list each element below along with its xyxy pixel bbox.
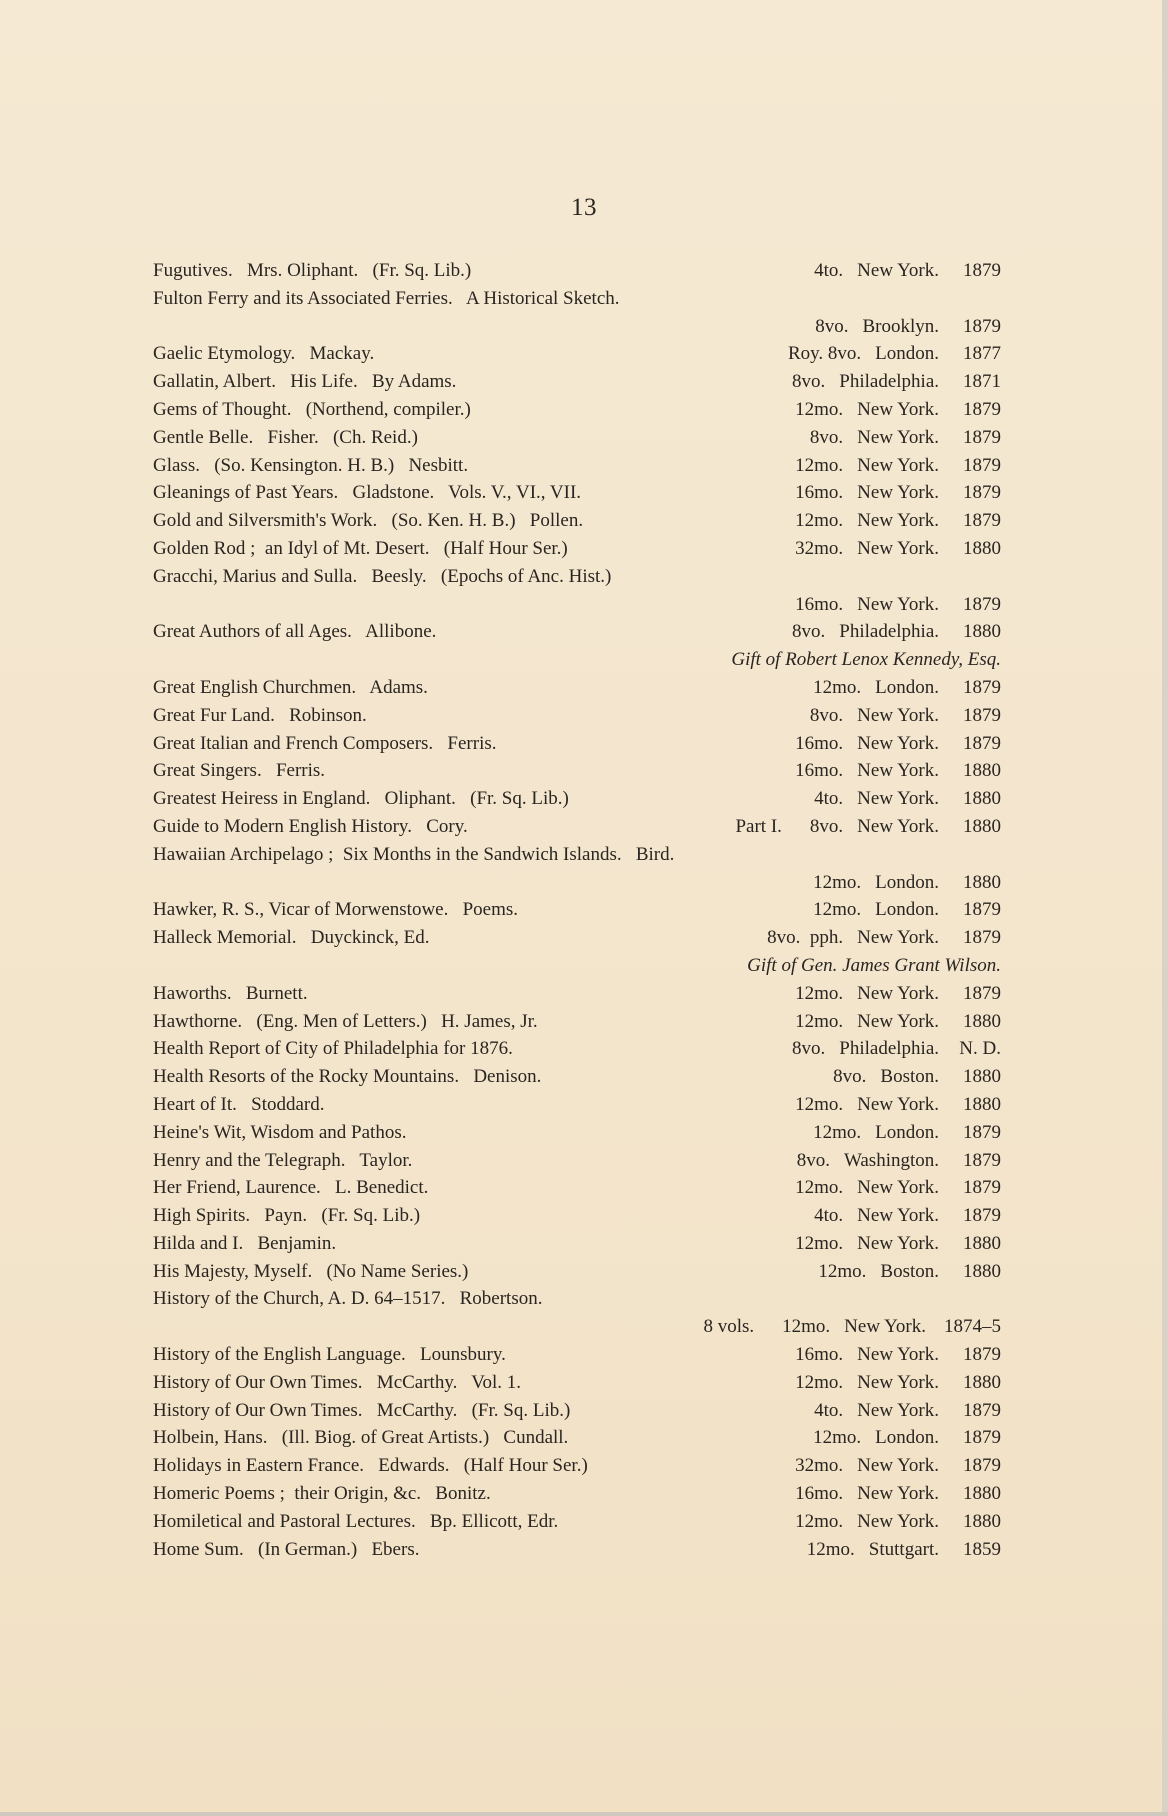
entry-year: 1880 [963, 1260, 1001, 1282]
entry-format: 12mo. [818, 1260, 867, 1282]
page-bottom-edge [0, 1812, 1168, 1816]
catalog-entry [153, 1035, 1001, 1063]
entry-format: Roy. 8vo. [787, 343, 862, 365]
catalog-entry [153, 1119, 1001, 1147]
entry-format: 12mo. [795, 1510, 844, 1532]
entry-title: Golden Rod ; an Idyl of Mt. Desert. (Half Hour Ser.) [153, 537, 568, 559]
entry-format: 12mo. [813, 899, 862, 921]
entry-place: London. [875, 676, 939, 698]
entry-year: 1880 [963, 760, 1001, 782]
entry-year: 1879 [963, 676, 1001, 698]
catalog-entry [153, 924, 1001, 952]
entry-format: 12mo. [795, 1371, 844, 1393]
entry-place: New York. [857, 1093, 939, 1115]
entry-format: 8vo. [792, 1038, 826, 1060]
entry-place: London. [875, 343, 939, 365]
entry-format: 16mo. [795, 1483, 844, 1505]
entry-title: Health Resorts of the Rocky Mountains. Denison. [153, 1066, 542, 1088]
entry-format: 4to. [814, 1205, 844, 1227]
publication-info [781, 1091, 1001, 1119]
entry-title: Gems of Thought. (Northend, compiler.) [153, 398, 471, 420]
entry-place: Brooklyn. [862, 315, 939, 337]
catalog-entry [153, 535, 1001, 563]
catalog-entry [153, 1424, 1001, 1452]
catalog-entry [153, 896, 1001, 924]
entry-format: 4to. [814, 1399, 844, 1421]
entry-title: Great Italian and French Composers. Ferris. [153, 732, 497, 754]
entry-format: 16mo. [795, 760, 844, 782]
entry-title: Heart of It. Stoddard. [153, 1093, 325, 1115]
entry-place: New York. [857, 927, 939, 949]
entry-title: History of Our Own Times. McCarthy. (Fr. Sq. Lib.) [153, 1399, 571, 1421]
publication-info [781, 396, 1001, 424]
entry-year: 1871 [963, 371, 1001, 393]
entry-format: 12mo. [813, 1427, 862, 1449]
page-number: 13 [571, 194, 597, 221]
gift-text: Gift of Robert Lenox Kennedy, Esq. [731, 649, 1001, 671]
entry-title: Holbein, Hans. (Ill. Biog. of Great Artists.) Cundall. [153, 1427, 569, 1449]
publication-info [799, 896, 1001, 924]
entry-format: 8vo. pph. [767, 927, 844, 949]
publication-info [781, 452, 1001, 480]
entry-place: New York. [857, 482, 939, 504]
publication-info [753, 924, 1001, 952]
publication-info [774, 340, 1001, 368]
entry-year: 1880 [963, 1010, 1001, 1032]
entry-title: Great Singers. Ferris. [153, 760, 326, 782]
entry-year: 1879 [963, 454, 1001, 476]
entry-place: New York. [857, 1344, 939, 1366]
entry-year: 1880 [963, 1510, 1001, 1532]
entry-format: 12mo. [813, 871, 862, 893]
entry-year: 1880 [963, 1093, 1001, 1115]
entry-format: 8vo. [792, 371, 826, 393]
entry-year: 1879 [963, 1149, 1001, 1171]
entry-place: New York. [857, 982, 939, 1004]
entry-title: Holidays in Eastern France. Edwards. (Half Hour Ser.) [153, 1455, 588, 1477]
publication-info [799, 674, 1001, 702]
catalog-entry [153, 1369, 1001, 1397]
entry-place: New York. [857, 732, 939, 754]
entry-title: Gaelic Etymology. Mackay. [153, 343, 375, 365]
entry-place: New York. [857, 510, 939, 532]
page-edge [1162, 0, 1168, 1816]
entry-title: Gallatin, Albert. His Life. By Adams. [153, 371, 457, 393]
entry-year: 1880 [963, 537, 1001, 559]
entry-year: 1879 [963, 510, 1001, 532]
publication-info [781, 730, 1001, 758]
entry-title: Fulton Ferry and its Associated Ferries. A Historical Sketch. [153, 287, 620, 309]
entry-year: 1880 [963, 871, 1001, 893]
publication-info [781, 535, 1001, 563]
gift-text: Gift of Gen. James Grant Wilson. [747, 954, 1001, 976]
entry-place: New York. [857, 1399, 939, 1421]
entry-title: Her Friend, Laurence. L. Benedict. [153, 1177, 429, 1199]
entry-place: Stuttgart. [868, 1538, 939, 1560]
entry-year: 1879 [963, 1177, 1001, 1199]
entry-place: New York. [857, 704, 939, 726]
entry-year: 1879 [963, 1121, 1001, 1143]
entry-place: New York. [857, 760, 939, 782]
entry-volume-note: 8 vols. [703, 1316, 755, 1338]
entry-title: Hilda and I. Benjamin. [153, 1232, 337, 1254]
publication-info [800, 1202, 1001, 1230]
publication-info [800, 257, 1001, 285]
publication-info [796, 424, 1001, 452]
entry-place: New York. [857, 1510, 939, 1532]
entry-place: Boston. [880, 1066, 939, 1088]
entry-place: New York. [857, 1371, 939, 1393]
entry-year: 1879 [963, 1455, 1001, 1477]
entry-title: Glass. (So. Kensington. H. B.) Nesbitt. [153, 454, 469, 476]
catalog-entry [153, 757, 1001, 785]
entry-format: 8vo. [809, 815, 844, 837]
gift-note [153, 646, 1001, 674]
entry-title: Home Sum. (In German.) Ebers. [153, 1538, 420, 1560]
publication-info [781, 980, 1001, 1008]
catalog-entry [153, 1174, 1001, 1202]
catalog-entry [153, 1285, 1001, 1313]
entry-title: Hawthorne. (Eng. Men of Letters.) H. James, Jr. [153, 1010, 538, 1032]
entry-format: 16mo. [795, 1344, 844, 1366]
entry-format: 12mo. [795, 510, 844, 532]
entry-place: Philadelphia. [839, 371, 939, 393]
entry-format: 16mo. [795, 482, 844, 504]
entry-year: 1859 [963, 1538, 1001, 1560]
catalog-entry [153, 368, 1001, 396]
entry-title: Fugutives. Mrs. Oliphant. (Fr. Sq. Lib.) [153, 260, 472, 281]
publication-info [801, 313, 1001, 341]
entry-title: History of the Church, A. D. 64–1517. Robertson. [153, 1288, 543, 1310]
catalog-entry [153, 1230, 1001, 1258]
entry-year: 1879 [963, 315, 1001, 337]
entry-title: Halleck Memorial. Duyckinck, Ed. [153, 927, 430, 949]
entry-place: Philadelphia. [839, 621, 939, 643]
publication-info [781, 1230, 1001, 1258]
catalog-entry [153, 1063, 1001, 1091]
entry-format: 8vo. [809, 426, 844, 448]
catalog-entry [153, 424, 1001, 452]
catalog-entry [153, 1091, 1001, 1119]
entry-year: 1879 [963, 398, 1001, 420]
catalog-entry [153, 702, 1001, 730]
catalog-entry [153, 1452, 1001, 1480]
entry-title: Haworths. Burnett. [153, 982, 308, 1004]
entry-year: 1879 [963, 482, 1001, 504]
entry-format: 8vo. [792, 621, 826, 643]
publication-info [800, 785, 1001, 813]
entry-format: 8vo. [796, 1149, 830, 1171]
catalog-entry [153, 1397, 1001, 1425]
catalog-entry [153, 1536, 1001, 1564]
entry-place: New York. [857, 593, 939, 615]
catalog-entry [153, 618, 1001, 646]
entry-format: 12mo. [813, 1121, 862, 1143]
entry-title: Gold and Silversmith's Work. (So. Ken. H. B.) Pollen. [153, 510, 584, 532]
entry-format: 12mo. [795, 1232, 844, 1254]
entry-title: Gleanings of Past Years. Gladstone. Vols. V., VI., VII. [153, 482, 582, 504]
entry-year: 1879 [963, 593, 1001, 615]
catalog-entry [153, 340, 1001, 368]
entry-year: 1880 [963, 621, 1001, 643]
entry-format: 32mo. [795, 1455, 844, 1477]
publication-info [799, 1424, 1001, 1452]
publication-info [781, 1341, 1001, 1369]
publication-info [781, 1480, 1001, 1508]
catalog-entry [153, 591, 1001, 619]
publication-info [799, 869, 1001, 897]
entry-year: 1879 [963, 1399, 1001, 1421]
entry-format: 12mo. [795, 398, 844, 420]
entry-year: 1880 [963, 1371, 1001, 1393]
entry-year: 1879 [963, 982, 1001, 1004]
publication-info [781, 1452, 1001, 1480]
entry-place: New York. [857, 1455, 939, 1477]
entry-place: New York. [857, 1205, 939, 1227]
entry-format: 16mo. [795, 593, 844, 615]
publication-info [781, 479, 1001, 507]
publication-info [793, 1536, 1001, 1564]
entry-place: New York. [857, 1232, 939, 1254]
catalog-entries [153, 257, 1001, 1563]
entry-place: New York. [857, 260, 939, 281]
catalog-entry [153, 674, 1001, 702]
entry-year: 1879 [963, 1205, 1001, 1227]
entry-year: 1879 [963, 260, 1001, 281]
entry-place: New York. [857, 454, 939, 476]
entry-format: 8vo. [809, 704, 844, 726]
publication-info [800, 1397, 1001, 1425]
entry-volume-note: Part I. [735, 815, 782, 837]
entry-year: 1880 [963, 1232, 1001, 1254]
entry-year: 1879 [963, 732, 1001, 754]
publication-info [778, 1035, 1001, 1063]
entry-format: 12mo. [795, 454, 844, 476]
entry-place: New York. [857, 815, 939, 837]
entry-year: 1879 [963, 1427, 1001, 1449]
publication-info [689, 1313, 1001, 1341]
catalog-entry [153, 1258, 1001, 1286]
entry-place: London. [875, 871, 939, 893]
entry-place: London. [875, 899, 939, 921]
publication-info [778, 368, 1001, 396]
entry-title: Gentle Belle. Fisher. (Ch. Reid.) [153, 426, 418, 448]
entry-format: 12mo. [806, 1538, 855, 1560]
catalog-entry [153, 479, 1001, 507]
entry-year: 1880 [963, 1066, 1001, 1088]
entry-year: 1879 [963, 426, 1001, 448]
entry-format: 32mo. [795, 537, 844, 559]
entry-title: Great Fur Land. Robinson. [153, 704, 367, 726]
entry-title: Gracchi, Marius and Sulla. Beesly. (Epochs of Anc. Hist.) [153, 565, 612, 587]
catalog-entry [153, 507, 1001, 535]
catalog-entry [153, 1508, 1001, 1536]
entry-title: Hawaiian Archipelago ; Six Months in the Sandwich Islands. Bird. [153, 843, 675, 865]
entry-place: New York. [857, 788, 939, 810]
entry-title: Homiletical and Pastoral Lectures. Bp. Ellicott, Edr. [153, 1510, 559, 1532]
entry-title: Heine's Wit, Wisdom and Pathos. [153, 1121, 407, 1143]
catalog-entry [153, 980, 1001, 1008]
catalog-entry [153, 563, 1001, 591]
catalog-entry [153, 841, 1001, 869]
entry-place: London. [875, 1121, 939, 1143]
entry-title: Great English Churchmen. Adams. [153, 676, 428, 698]
entry-format: 16mo. [795, 732, 844, 754]
publication-info [819, 1063, 1001, 1091]
entry-format: 4to. [814, 788, 844, 810]
entry-title: Guide to Modern English History. Cory. [153, 815, 468, 837]
catalog-entry [153, 396, 1001, 424]
catalog-entry [153, 285, 1001, 313]
catalog-entry [153, 730, 1001, 758]
entry-title: His Majesty, Myself. (No Name Series.) [153, 1260, 469, 1282]
publication-info [721, 813, 1001, 841]
catalog-entry [153, 1341, 1001, 1369]
entry-format: 12mo. [782, 1316, 831, 1338]
catalog-entry [153, 1480, 1001, 1508]
entry-year: N. D. [959, 1038, 1001, 1060]
gift-note [153, 952, 1001, 980]
entry-format: 12mo. [795, 1010, 844, 1032]
entry-format: 12mo. [813, 676, 862, 698]
publication-info [781, 1008, 1001, 1036]
entry-place: New York. [857, 426, 939, 448]
publication-info [781, 591, 1001, 619]
entry-place: New York. [857, 398, 939, 420]
entry-title: Great Authors of all Ages. Allibone. [153, 621, 437, 643]
entry-title: Health Report of City of Philadelphia for 1876. [153, 1038, 513, 1060]
entry-year: 1877 [963, 343, 1001, 365]
publication-info [783, 1147, 1001, 1175]
catalog-entry [153, 813, 1001, 841]
entry-year: 1874–5 [944, 1316, 1001, 1338]
catalog-entry [153, 313, 1001, 341]
catalog-entry [153, 257, 1001, 285]
entry-place: Washington. [843, 1149, 939, 1171]
publication-info [796, 702, 1001, 730]
publication-info [778, 618, 1001, 646]
entry-title: History of the English Language. Lounsbury. [153, 1344, 506, 1366]
entry-title: Greatest Heiress in England. Oliphant. (Fr. Sq. Lib.) [153, 788, 569, 810]
catalog-entry [153, 785, 1001, 813]
entry-format: 12mo. [795, 982, 844, 1004]
entry-year: 1879 [963, 899, 1001, 921]
catalog-entry [153, 452, 1001, 480]
entry-place: New York. [857, 1010, 939, 1032]
entry-year: 1879 [963, 704, 1001, 726]
publication-info [804, 1258, 1001, 1286]
publication-info [799, 1119, 1001, 1147]
entry-title: History of Our Own Times. McCarthy. Vol. 1. [153, 1371, 522, 1393]
entry-format: 12mo. [795, 1177, 844, 1199]
entry-place: New York. [844, 1316, 926, 1338]
catalog-entry [153, 1147, 1001, 1175]
entry-title: Homeric Poems ; their Origin, &c. Bonitz. [153, 1483, 491, 1505]
catalog-entry [153, 1202, 1001, 1230]
entry-title: High Spirits. Payn. (Fr. Sq. Lib.) [153, 1205, 421, 1227]
publication-info [781, 507, 1001, 535]
entry-year: 1879 [963, 927, 1001, 949]
catalog-entry [153, 1008, 1001, 1036]
entry-year: 1880 [963, 815, 1001, 837]
publication-info [781, 1174, 1001, 1202]
entry-place: London. [875, 1427, 939, 1449]
entry-year: 1880 [963, 1483, 1001, 1505]
entry-year: 1880 [963, 788, 1001, 810]
publication-info [781, 757, 1001, 785]
publication-info [781, 1369, 1001, 1397]
catalog-entry [153, 869, 1001, 897]
entry-title: Henry and the Telegraph. Taylor. [153, 1149, 413, 1171]
entry-format: 8vo. [833, 1066, 867, 1088]
entry-format: 12mo. [795, 1093, 844, 1115]
entry-place: Philadelphia. [839, 1038, 939, 1060]
entry-place: New York. [857, 1483, 939, 1505]
entry-format: 4to. [814, 260, 844, 281]
catalog-entry [153, 1313, 1001, 1341]
entry-year: 1879 [963, 1344, 1001, 1366]
entry-title: Hawker, R. S., Vicar of Morwenstowe. Poems. [153, 899, 519, 921]
entry-place: New York. [857, 1177, 939, 1199]
entry-place: Boston. [880, 1260, 939, 1282]
entry-format: 8vo. [815, 315, 849, 337]
entry-place: New York. [857, 537, 939, 559]
publication-info [781, 1508, 1001, 1536]
